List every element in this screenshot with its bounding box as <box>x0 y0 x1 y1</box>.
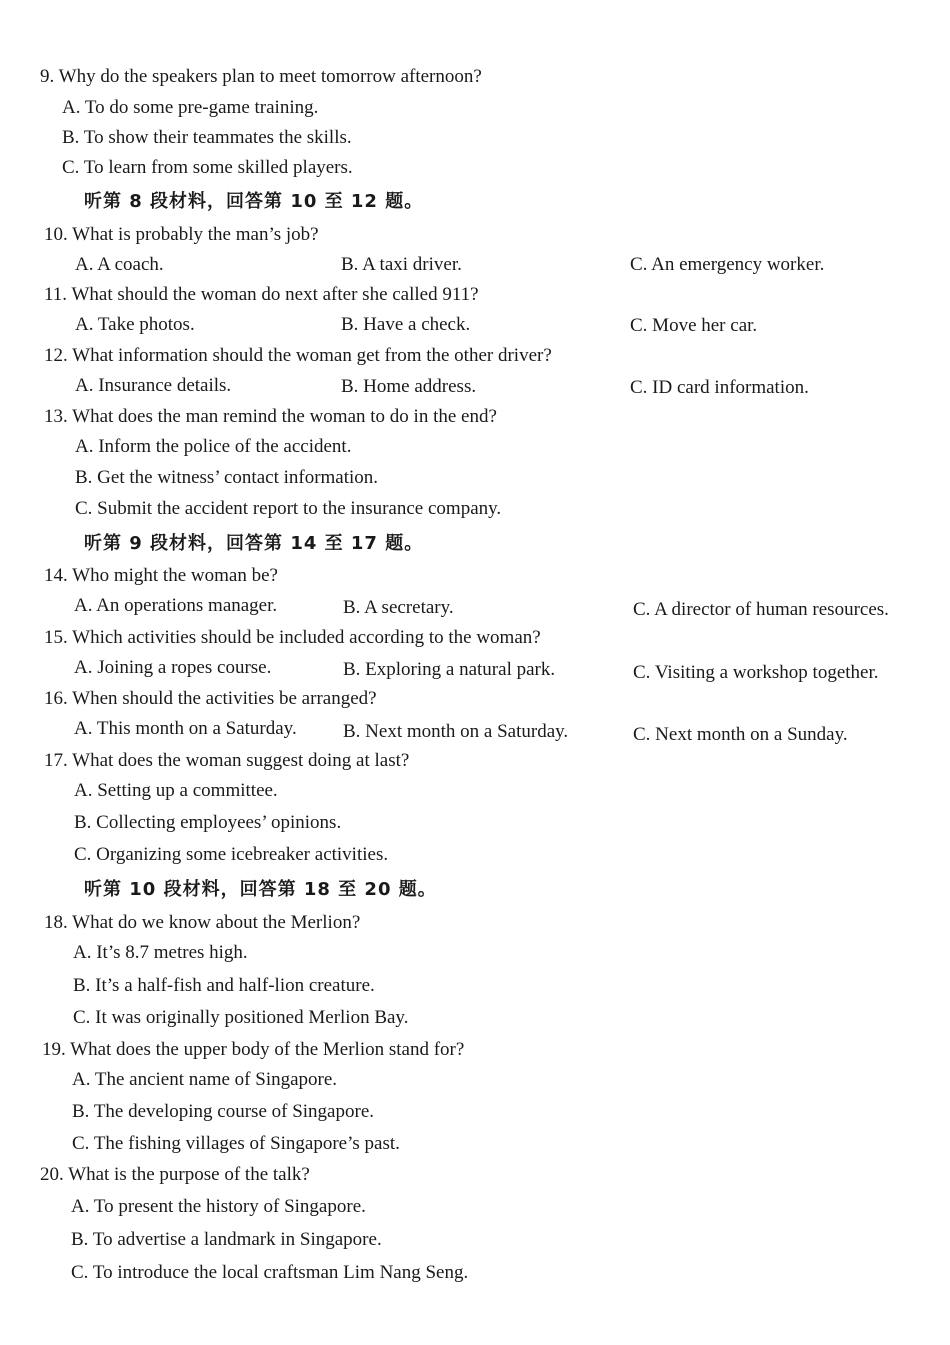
option-b: B. The developing course of Singapore. <box>72 1101 374 1122</box>
question-stem: 19. What does the upper body of the Merlion stand for? <box>42 1039 465 1060</box>
option-a: A. To do some pre-game training. <box>62 97 319 118</box>
option-a: A. Setting up a committee. <box>74 780 278 801</box>
option-c: C. Submit the accident report to the insurance company. <box>75 498 502 519</box>
option-b: B. To advertise a landmark in Singapore. <box>71 1229 382 1250</box>
option-a: A. To present the history of Singapore. <box>71 1196 366 1217</box>
option-b: B. A secretary. <box>343 597 454 618</box>
option-c: C. The fishing villages of Singapore’s past. <box>72 1133 400 1154</box>
option-b: B. Collecting employees’ opinions. <box>74 812 342 833</box>
option-b: B. Exploring a natural park. <box>343 659 556 680</box>
option-b: B. Get the witness’ contact information. <box>75 467 379 488</box>
option-a: A. It’s 8.7 metres high. <box>73 942 248 963</box>
option-c: C. To learn from some skilled players. <box>62 157 353 178</box>
question-stem: 13. What does the man remind the woman to do in the end? <box>44 406 497 427</box>
option-b: B. Next month on a Saturday. <box>343 721 569 742</box>
option-a: A. This month on a Saturday. <box>74 718 297 739</box>
option-b: B. It’s a half-fish and half-lion creature. <box>73 975 375 996</box>
option-b: B. Have a check. <box>341 314 471 335</box>
question-stem: 17. What does the woman suggest doing at last? <box>44 750 410 771</box>
question-stem: 18. What do we know about the Merlion? <box>44 912 361 933</box>
section-heading: 听第 9 段材料，回答第 14 至 17 题。 <box>84 533 424 554</box>
question-stem: 10. What is probably the man’s job? <box>44 224 319 245</box>
question-stem: 11. What should the woman do next after she called 911? <box>44 284 479 305</box>
option-a: A. Joining a ropes course. <box>74 657 272 678</box>
option-a: A. Insurance details. <box>75 375 232 396</box>
option-c: C. An emergency worker. <box>630 254 825 275</box>
option-b: B. To show their teammates the skills. <box>62 127 352 148</box>
question-stem: 16. When should the activities be arranged? <box>44 688 377 709</box>
option-c: C. ID card information. <box>630 377 809 398</box>
question-stem: 14. Who might the woman be? <box>44 565 278 586</box>
section-heading: 听第 8 段材料，回答第 10 至 12 题。 <box>84 191 424 212</box>
option-c: C. It was originally positioned Merlion Bay. <box>73 1007 409 1028</box>
option-b: B. A taxi driver. <box>341 254 462 275</box>
question-stem: 20. What is the purpose of the talk? <box>40 1164 310 1185</box>
option-b: B. Home address. <box>341 376 477 397</box>
option-a: A. An operations manager. <box>74 595 278 616</box>
question-stem: 12. What information should the woman get from the other driver? <box>44 345 552 366</box>
option-c: C. Visiting a workshop together. <box>633 662 879 683</box>
option-a: A. Inform the police of the accident. <box>75 436 352 457</box>
option-a: A. The ancient name of Singapore. <box>72 1069 338 1090</box>
option-c: C. Organizing some icebreaker activities. <box>74 844 389 865</box>
option-c: C. A director of human resources. <box>633 599 889 620</box>
section-heading: 听第 10 段材料，回答第 18 至 20 题。 <box>84 879 437 900</box>
option-c: C. Next month on a Sunday. <box>633 724 848 745</box>
question-stem: 9. Why do the speakers plan to meet tomorrow afternoon? <box>40 66 482 87</box>
option-c: C. Move her car. <box>630 315 758 336</box>
option-a: A. Take photos. <box>75 314 195 335</box>
option-a: A. A coach. <box>75 254 164 275</box>
question-stem: 15. Which activities should be included according to the woman? <box>44 627 541 648</box>
option-c: C. To introduce the local craftsman Lim Nang Seng. <box>71 1262 469 1283</box>
